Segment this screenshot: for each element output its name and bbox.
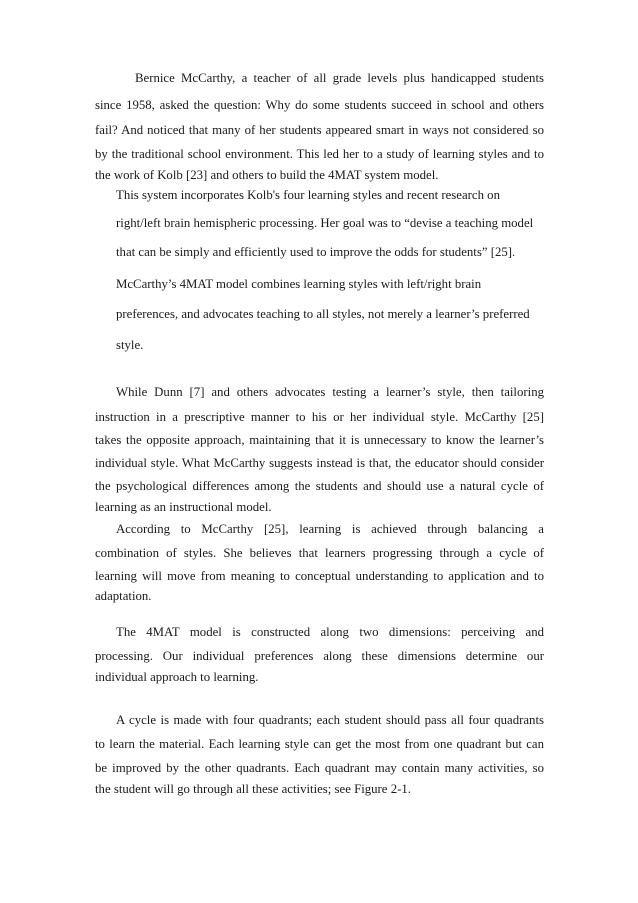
- text-line: individual style. What McCarthy suggests instead is that, the educator should consider: [95, 456, 544, 470]
- text-line: A cycle is made with four quadrants; each student should pass all four quadrants: [116, 713, 544, 727]
- text-line: the psychological differences among the students and should use a natural cycle of: [95, 479, 544, 493]
- text-line: McCarthy’s 4MAT model combines learning styles with left/right brain: [116, 277, 482, 291]
- text-line: According to McCarthy [25], learning is achieved through balancing a: [116, 522, 544, 536]
- text-line: adaptation.: [95, 589, 152, 603]
- text-line: the work of Kolb [23] and others to build the 4MAT system model.: [95, 168, 439, 182]
- text-line: style.: [116, 338, 144, 352]
- text-line: This system incorporates Kolb's four learning styles and recent research on: [116, 188, 500, 202]
- text-line: preferences, and advocates teaching to all styles, not merely a learner’s preferred: [116, 307, 530, 321]
- text-line: learning will move from meaning to conceptual understanding to application and to: [95, 569, 544, 583]
- text-line: instruction in a prescriptive manner to his or her individual style. McCarthy [25]: [95, 410, 544, 424]
- text-line: the student will go through all these activities; see Figure 2-1.: [95, 782, 411, 796]
- text-line: processing. Our individual preferences along these dimensions determine our: [95, 649, 544, 663]
- text-line: The 4MAT model is constructed along two dimensions: perceiving and: [116, 625, 544, 639]
- text-line: fail? And noticed that many of her students appeared smart in ways not considered so: [95, 123, 544, 137]
- text-line: combination of styles. She believes that learners progressing through a cycle of: [95, 546, 544, 560]
- text-line: Bernice McCarthy, a teacher of all grade levels plus handicapped students: [135, 71, 544, 85]
- text-line: that can be simply and efficiently used to improve the odds for students” [25].: [116, 245, 516, 259]
- text-line: learning as an instructional model.: [95, 500, 272, 514]
- text-line: since 1958, asked the question: Why do some students succeed in school and others: [95, 98, 544, 112]
- text-line: While Dunn [7] and others advocates testing a learner’s style, then tailoring: [116, 385, 544, 399]
- text-line: be improved by the other quadrants. Each quadrant may contain many activities, so: [95, 761, 544, 775]
- text-line: by the traditional school environment. This led her to a study of learning styles and to: [95, 147, 544, 161]
- text-line: individual approach to learning.: [95, 670, 259, 684]
- text-line: takes the opposite approach, maintaining that it is unnecessary to know the learner’s: [95, 433, 544, 447]
- text-line: to learn the material. Each learning style can get the most from one quadrant but can: [95, 737, 544, 751]
- text-line: right/left brain hemispheric processing. Her goal was to “devise a teaching model: [116, 216, 534, 230]
